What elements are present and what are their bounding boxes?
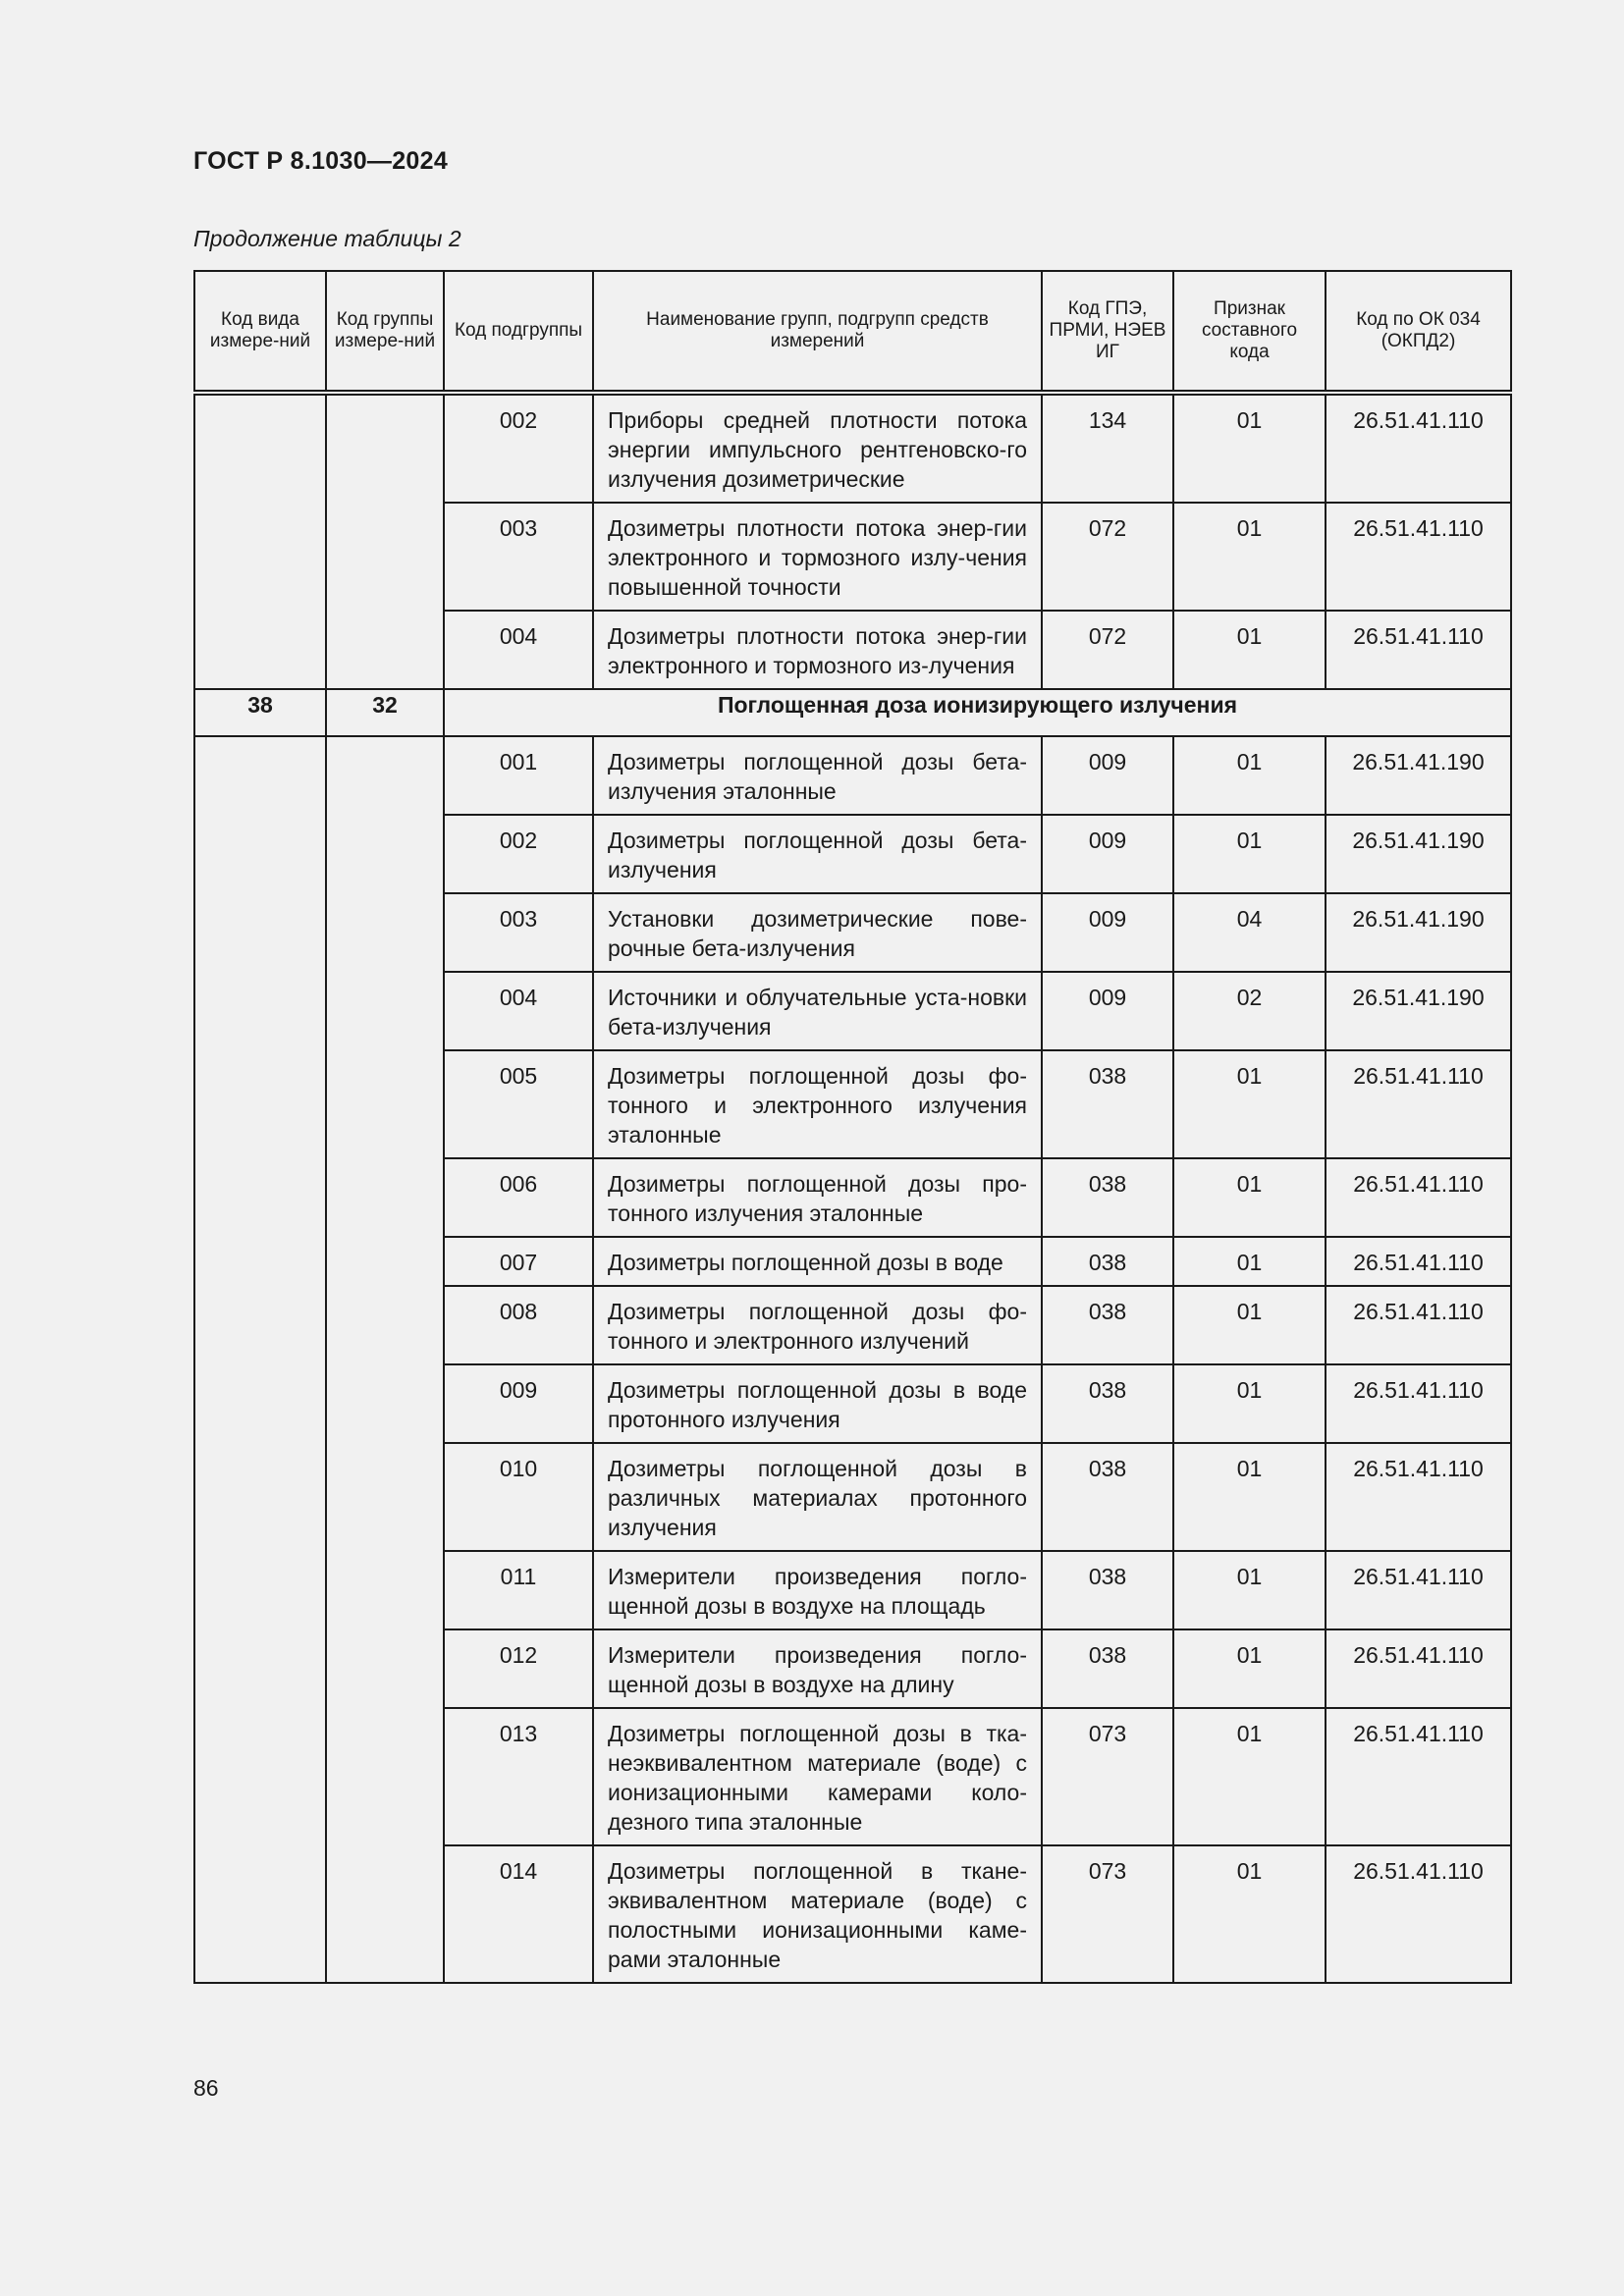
column-header-okpd-code: Код по ОК 034 (ОКПД2) xyxy=(1326,271,1511,393)
gpe-code: 038 xyxy=(1042,1050,1173,1158)
subgroup-code: 010 xyxy=(444,1443,593,1551)
empty-kind-cell xyxy=(194,736,326,1983)
empty-group-cell xyxy=(326,736,444,1983)
subgroup-code: 003 xyxy=(444,503,593,611)
composite-sign: 01 xyxy=(1173,1708,1326,1845)
column-header-measurement-kind: Код вида измере-ний xyxy=(194,271,326,393)
column-header-name: Наименование групп, подгрупп средств измерений xyxy=(593,271,1042,393)
okpd-code: 26.51.41.190 xyxy=(1326,815,1511,893)
instrument-name: Дозиметры поглощенной дозы в воде протонного излучения xyxy=(593,1364,1042,1443)
composite-sign: 01 xyxy=(1173,1286,1326,1364)
instrument-name: Измерители произведения погло-щенной дозы в воздухе на длину xyxy=(593,1629,1042,1708)
composite-sign: 01 xyxy=(1173,1158,1326,1237)
subgroup-code: 009 xyxy=(444,1364,593,1443)
gpe-code: 038 xyxy=(1042,1237,1173,1286)
classification-table xyxy=(193,270,1512,1984)
gpe-code: 009 xyxy=(1042,893,1173,972)
gpe-code: 009 xyxy=(1042,972,1173,1050)
gpe-code: 038 xyxy=(1042,1158,1173,1237)
subgroup-code: 003 xyxy=(444,893,593,972)
instrument-name: Установки дозиметрические пове-рочные бета-излучения xyxy=(593,893,1042,972)
composite-sign: 01 xyxy=(1173,1629,1326,1708)
subgroup-code: 001 xyxy=(444,736,593,815)
gpe-code: 134 xyxy=(1042,393,1173,503)
gpe-code: 009 xyxy=(1042,736,1173,815)
okpd-code: 26.51.41.110 xyxy=(1326,1158,1511,1237)
instrument-name: Дозиметры плотности потока энер-гии электронного и тормозного излу-чения повышенной точности xyxy=(593,503,1042,611)
composite-sign: 01 xyxy=(1173,1443,1326,1551)
gpe-code: 038 xyxy=(1042,1364,1173,1443)
gpe-code: 009 xyxy=(1042,815,1173,893)
column-header-measurement-group: Код группы измере-ний xyxy=(326,271,444,393)
okpd-code: 26.51.41.110 xyxy=(1326,611,1511,689)
gpe-code: 038 xyxy=(1042,1629,1173,1708)
okpd-code: 26.51.41.110 xyxy=(1326,1286,1511,1364)
subgroup-code: 005 xyxy=(444,1050,593,1158)
composite-sign: 01 xyxy=(1173,1364,1326,1443)
okpd-code: 26.51.41.110 xyxy=(1326,1443,1511,1551)
composite-sign: 01 xyxy=(1173,736,1326,815)
document-code: ГОСТ Р 8.1030—2024 xyxy=(193,147,449,175)
empty-kind-cell xyxy=(194,393,326,689)
instrument-name: Дозиметры поглощенной дозы бета-излучения xyxy=(593,815,1042,893)
subgroup-code: 004 xyxy=(444,972,593,1050)
okpd-code: 26.51.41.110 xyxy=(1326,1237,1511,1286)
column-header-composite-sign: Признак составного кода xyxy=(1173,271,1326,393)
okpd-code: 26.51.41.110 xyxy=(1326,1708,1511,1845)
subgroup-code: 004 xyxy=(444,611,593,689)
gpe-code: 072 xyxy=(1042,503,1173,611)
okpd-code: 26.51.41.110 xyxy=(1326,1551,1511,1629)
instrument-name: Источники и облучательные уста-новки бета-излучения xyxy=(593,972,1042,1050)
instrument-name: Дозиметры поглощенной дозы в различных материалах протонного излучения xyxy=(593,1443,1042,1551)
composite-sign: 01 xyxy=(1173,1845,1326,1983)
instrument-name: Дозиметры поглощенной дозы фо-тонного и электронного излучений xyxy=(593,1286,1042,1364)
okpd-code: 26.51.41.110 xyxy=(1326,393,1511,503)
instrument-name: Дозиметры поглощенной дозы в тка-неэквивалентном материале (воде) с ионизационными камерами коло-дезного типа эталонные xyxy=(593,1708,1042,1845)
gpe-code: 038 xyxy=(1042,1286,1173,1364)
gpe-code: 038 xyxy=(1042,1443,1173,1551)
page-number: 86 xyxy=(193,2075,219,2101)
okpd-code: 26.51.41.190 xyxy=(1326,893,1511,972)
instrument-name: Дозиметры плотности потока энер-гии электронного и тормозного из-лучения xyxy=(593,611,1042,689)
subgroup-code: 013 xyxy=(444,1708,593,1845)
group-title: Поглощенная доза ионизирующего излучения xyxy=(444,689,1511,736)
instrument-name: Дозиметры поглощенной дозы бета-излучения эталонные xyxy=(593,736,1042,815)
subgroup-code: 007 xyxy=(444,1237,593,1286)
column-header-subgroup: Код подгруппы xyxy=(444,271,593,393)
instrument-name: Дозиметры поглощенной дозы в воде xyxy=(593,1237,1042,1286)
gpe-code: 072 xyxy=(1042,611,1173,689)
composite-sign: 01 xyxy=(1173,1551,1326,1629)
instrument-name: Дозиметры поглощенной дозы фо-тонного и электронного излучения эталонные xyxy=(593,1050,1042,1158)
instrument-name: Измерители произведения погло-щенной дозы в воздухе на площадь xyxy=(593,1551,1042,1629)
measurement-group-code: 32 xyxy=(326,689,444,736)
okpd-code: 26.51.41.110 xyxy=(1326,1845,1511,1983)
subgroup-code: 002 xyxy=(444,393,593,503)
composite-sign: 01 xyxy=(1173,815,1326,893)
composite-sign: 04 xyxy=(1173,893,1326,972)
table-row xyxy=(194,393,1511,503)
instrument-name: Приборы средней плотности потока энергии импульсного рентгеновско-го излучения дозиметрические xyxy=(593,393,1042,503)
table-row xyxy=(194,736,1511,815)
measurement-kind-code: 38 xyxy=(194,689,326,736)
table-header-row xyxy=(194,271,1511,393)
gpe-code: 038 xyxy=(1042,1551,1173,1629)
composite-sign: 01 xyxy=(1173,1237,1326,1286)
group-row xyxy=(194,689,1511,736)
composite-sign: 02 xyxy=(1173,972,1326,1050)
okpd-code: 26.51.41.110 xyxy=(1326,503,1511,611)
subgroup-code: 008 xyxy=(444,1286,593,1364)
okpd-code: 26.51.41.190 xyxy=(1326,736,1511,815)
instrument-name: Дозиметры поглощенной в ткане-эквивалентном материале (воде) с полостными ионизационными каме-рами эталонные xyxy=(593,1845,1042,1983)
subgroup-code: 014 xyxy=(444,1845,593,1983)
gpe-code: 073 xyxy=(1042,1708,1173,1845)
gpe-code: 073 xyxy=(1042,1845,1173,1983)
okpd-code: 26.51.41.190 xyxy=(1326,972,1511,1050)
okpd-code: 26.51.41.110 xyxy=(1326,1364,1511,1443)
okpd-code: 26.51.41.110 xyxy=(1326,1050,1511,1158)
okpd-code: 26.51.41.110 xyxy=(1326,1629,1511,1708)
subgroup-code: 002 xyxy=(444,815,593,893)
subgroup-code: 011 xyxy=(444,1551,593,1629)
empty-group-cell xyxy=(326,393,444,689)
composite-sign: 01 xyxy=(1173,503,1326,611)
table-caption: Продолжение таблицы 2 xyxy=(193,226,461,251)
subgroup-code: 006 xyxy=(444,1158,593,1237)
composite-sign: 01 xyxy=(1173,393,1326,503)
composite-sign: 01 xyxy=(1173,1050,1326,1158)
instrument-name: Дозиметры поглощенной дозы про-тонного излучения эталонные xyxy=(593,1158,1042,1237)
column-header-gpe-code: Код ГПЭ, ПРМИ, НЭЕВ ИГ xyxy=(1042,271,1173,393)
subgroup-code: 012 xyxy=(444,1629,593,1708)
composite-sign: 01 xyxy=(1173,611,1326,689)
